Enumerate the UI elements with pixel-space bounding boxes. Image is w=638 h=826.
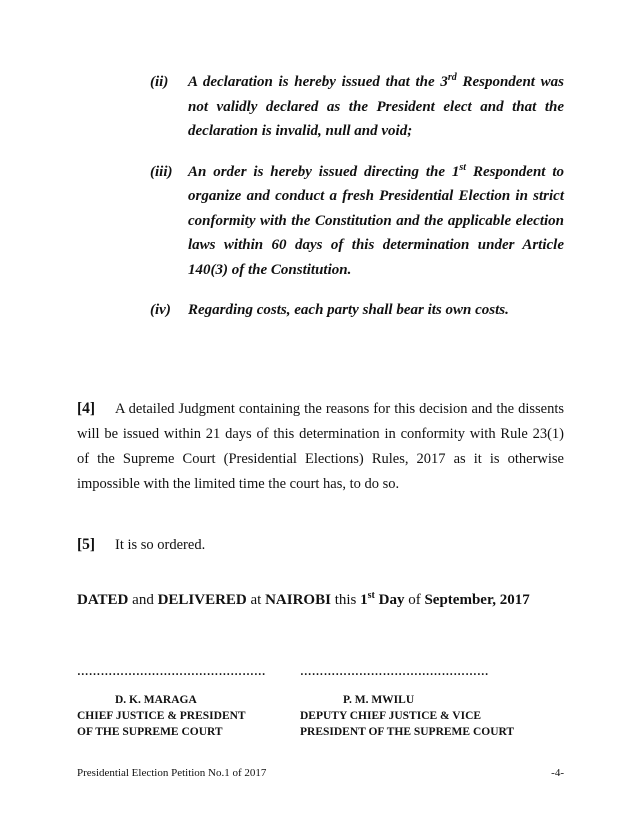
paragraph-number: [4] <box>77 400 96 417</box>
dated-delivered-line: DATED and DELIVERED at NAIROBI this 1st Day of September, 2017 <box>77 590 530 608</box>
page-number: -4- <box>551 767 564 779</box>
paragraph-text: It is so ordered. <box>115 537 206 553</box>
footer-case-title: Presidential Election Petition No.1 of 2017 <box>77 767 267 779</box>
signature-block-mwilu <box>300 664 514 740</box>
signature-line: ………………………………………… <box>77 666 266 678</box>
page-footer <box>77 767 564 779</box>
paragraph-4 <box>77 396 564 497</box>
order-item-ii <box>150 70 564 144</box>
paragraph-text: A detailed Judgment containing the reasons for this decision and the dissents will be issued within 21 days of this determination in conformity with Rule 23(1) of the Supreme Court (Presidential Elections) Rules, 2017 as it is otherwise impossible with the limited time the court has, to do so. <box>77 401 564 492</box>
order-item-iii <box>150 160 564 283</box>
signatory-title: CHIEF JUSTICE & PRESIDENT <box>77 710 246 722</box>
signatory-title: DEPUTY CHIEF JUSTICE & VICE <box>300 710 482 722</box>
order-text: An order is hereby issued directing the 1st Respondent to organize and conduct a fresh Presidential Election in strict conformity with the Constitution and the applicable election laws within 60 days of this determination under Article 140(3) of the Constitution. <box>188 161 564 278</box>
order-number: (ii) <box>150 74 169 90</box>
paragraph-number: [5] <box>77 536 96 553</box>
order-number: (iv) <box>150 302 171 318</box>
signatory-title: OF THE SUPREME COURT <box>77 726 223 738</box>
signatory-name: D. K. MARAGA <box>115 694 197 706</box>
signatory-name: P. M. MWILU <box>343 694 415 706</box>
order-text: Regarding costs, each party shall bear its own costs. <box>188 302 509 318</box>
signature-block-maraga <box>77 664 266 740</box>
order-text: A declaration is hereby issued that the 3rd Respondent was not validly declared as the President elect and that the declaration is invalid, null and void; <box>188 72 564 139</box>
paragraph-5 <box>77 532 564 558</box>
orders-list <box>150 70 564 331</box>
order-number: (iii) <box>150 163 173 180</box>
signature-line: ………………………………………… <box>300 666 489 678</box>
signatory-title: PRESIDENT OF THE SUPREME COURT <box>300 726 515 738</box>
order-item-iv <box>150 298 564 323</box>
